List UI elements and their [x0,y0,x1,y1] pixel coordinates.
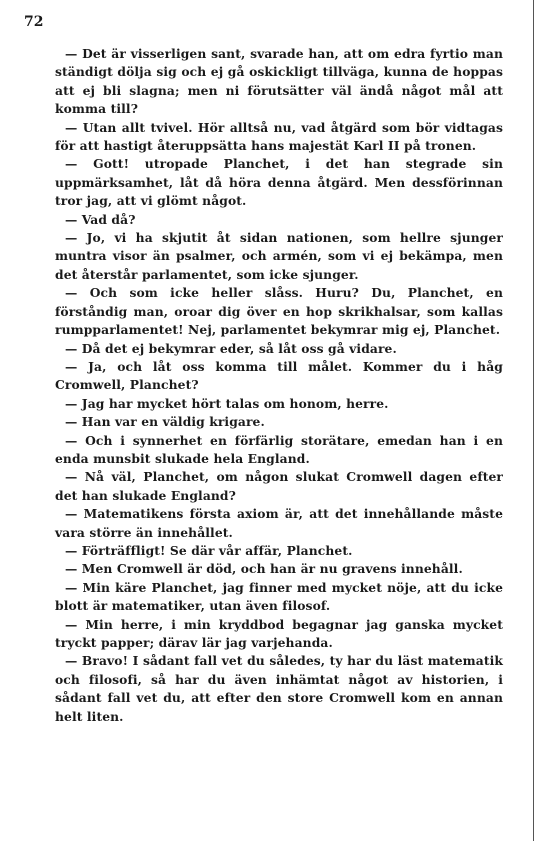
body-text [55,45,503,726]
page-number: 72 [24,14,44,30]
paragraph: — Han var en väldig krigare. [65,414,265,430]
scan-edge-line [533,0,534,841]
paragraph: — Gott! utropade Planchet, i det han stegrade sin uppmärksamhet, låt då höra denna åtgärd. Men dessförinnan tror jag, att vi glömt något. [55,156,503,209]
paragraph: — Jag har mycket hört talas om honom, herre. [65,395,389,411]
paragraph: — Då det ej bekymrar eder, så låt oss gå vidare. [65,340,397,356]
paragraph: — Min herre, i min kryddbod begagnar jag ganska mycket tryckt papper; därav lär jag varjehanda. [55,616,503,650]
paragraph: — Utan allt tvivel. Hör alltså nu, vad åtgärd som bör vidtagas för att hastigt återuppsätta hans majestät Karl II på tronen. [55,119,503,154]
paragraph: — Min käre Planchet, jag finner med mycket nöje, att du icke blott är matematiker, utan även filosof. [55,579,503,614]
paragraph: — Men Cromwell är död, och han är nu gravens innehåll. [65,561,463,577]
paragraph: — Det är visserligen sant, svarade han, att om edra fyrtio man ständigt dölja sig och ej gå oskickligt tillväga, kunna de hoppas att ej bli slagna; men ni förutsätter väl ändå något mål att komma till? [55,46,503,117]
paragraph: — Vad då? [65,211,136,227]
paragraph: — Nå väl, Planchet, om någon slukat Cromwell dagen efter det han slukade England? [55,469,503,503]
paragraph: — Jo, vi ha skjutit åt sidan nationen, som hellre sjunger muntra visor än psalmer, och armén, som vi ej bekämpa, men det återstår parlamentet, som icke sjunger. [55,230,503,282]
paragraph: — Ja, och låt oss komma till målet. Kommer du i håg Cromwell, Planchet? [55,358,503,393]
paragraph: — Och som icke heller slåss. Huru? Du, Planchet, en förståndig man, oroar dig över en hop skrikhalsar, som kallas rumpparlamentet! Nej, parlamentet bekymrar mig ej, Planchet. [55,285,503,338]
paragraph: — Bravo! I sådant fall vet du således, ty har du läst matematik och filosofi, så har du även inhämtat något av historien, i sådant fall vet du, att efter den store Cromwell kom en annan helt liten. [55,653,503,724]
paragraph: — Och i synnerhet en förfärlig storätare, emedan han i en enda munsbit slukade hela England. [55,432,503,466]
paragraph: — Matematikens första axiom är, att det innehållande måste vara större än innehållet. [55,506,503,540]
paragraph: — Förträffligt! Se där vår affär, Planchet. [65,542,353,558]
